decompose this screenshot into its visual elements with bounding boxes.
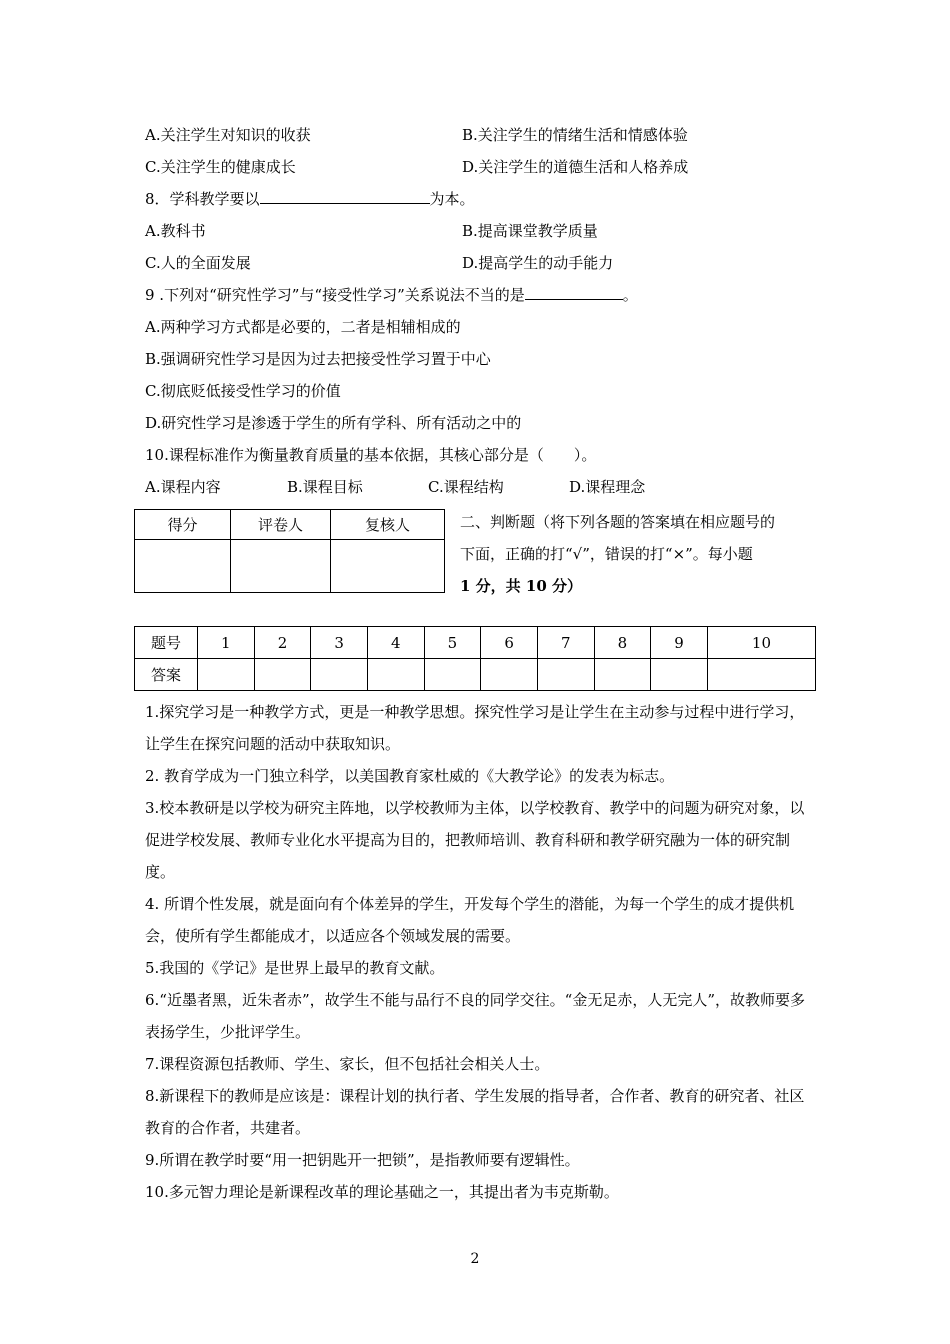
q9-option-d: D.研究性学习是渗透于学生的所有学科、所有活动之中的 xyxy=(145,414,522,432)
q9-option-b: B.强调研究性学习是因为过去把接受性学习置于中心 xyxy=(145,350,491,368)
answer-cell[interactable] xyxy=(651,659,708,691)
q9-option-a: A.两种学习方式都是必要的，二者是相辅相成的 xyxy=(145,318,461,336)
q7-option-b: B.关注学生的情绪生活和情感体验 xyxy=(462,126,688,144)
question-number: 7 xyxy=(537,627,594,659)
score-table xyxy=(134,509,445,593)
answer-label: 答案 xyxy=(135,659,198,691)
q8-option-b: B.提高课堂教学质量 xyxy=(462,222,598,240)
q8-answer-blank xyxy=(260,189,430,204)
answer-cell[interactable] xyxy=(537,659,594,691)
answer-cell[interactable] xyxy=(424,659,481,691)
q7-option-a: A.关注学生对知识的收获 xyxy=(145,126,311,144)
grader-cell[interactable] xyxy=(231,540,331,593)
judgment-8: 8.新课程下的教师是应该是：课程计划的执行者、学生发展的指导者，合作者、教育的研究者、社区教育的合作者，共建者。 xyxy=(145,1087,805,1137)
q8-option-c: C.人的全面发展 xyxy=(145,254,251,272)
score-header: 得分 xyxy=(135,510,231,540)
question-number: 4 xyxy=(367,627,424,659)
judgment-1: 1.探究学习是一种教学方式，更是一种教学思想。探究性学习是让学生在主动参与过程中进行学习，让学生在探究问题的活动中获取知识。 xyxy=(145,703,805,753)
q8-stem-suffix: 为本。 xyxy=(429,190,475,208)
answer-cell[interactable] xyxy=(367,659,424,691)
judgment-7: 7.课程资源包括教师、学生、家长，但不包括社会相关人士。 xyxy=(145,1055,550,1073)
answer-cell[interactable] xyxy=(198,659,255,691)
question-number: 6 xyxy=(481,627,538,659)
q10-stem: 10.课程标准作为衡量教育质量的基本依据，其核心部分是（ ）。 xyxy=(145,446,597,464)
q8-stem-prefix: 8．学科教学要以 xyxy=(145,190,260,208)
answer-cell[interactable] xyxy=(594,659,651,691)
section2-line1: 二、判断题（将下列各题的答案填在相应题号的 xyxy=(460,513,776,531)
q9-stem xyxy=(145,284,638,306)
page-number: 2 xyxy=(470,1251,480,1267)
q8-option-a: A.教科书 xyxy=(145,222,206,240)
reviewer-cell[interactable] xyxy=(331,540,445,593)
answer-cell[interactable] xyxy=(481,659,538,691)
q8-option-d: D.提高学生的动手能力 xyxy=(462,254,614,272)
q9-answer-blank xyxy=(525,285,623,300)
question-number: 10 xyxy=(707,627,815,659)
q10-option-d: D.课程理念 xyxy=(569,478,646,496)
question-number: 8 xyxy=(594,627,651,659)
score-cell[interactable] xyxy=(135,540,231,593)
question-number: 9 xyxy=(651,627,708,659)
question-number: 2 xyxy=(254,627,311,659)
section2-line2: 下面，正确的打“√”，错误的打“×”。每小题 xyxy=(460,545,753,563)
q7-option-d: D.关注学生的道德生活和人格养成 xyxy=(462,158,689,176)
answer-table xyxy=(134,626,816,691)
question-number: 3 xyxy=(311,627,368,659)
judgment-10: 10.多元智力理论是新课程改革的理论基础之一，其提出者为韦克斯勒。 xyxy=(145,1183,619,1201)
answer-cell[interactable] xyxy=(311,659,368,691)
judgment-9: 9.所谓在教学时要“用一把钥匙开一把锁”，是指教师要有逻辑性。 xyxy=(145,1151,580,1169)
q9-stem-prefix: 9 .下列对“研究性学习”与“接受性学习”关系说法不当的是 xyxy=(145,286,525,304)
q10-option-b: B.课程目标 xyxy=(287,478,363,496)
grader-header: 评卷人 xyxy=(231,510,331,540)
reviewer-header: 复核人 xyxy=(331,510,445,540)
q10-option-c: C.课程结构 xyxy=(428,478,504,496)
question-number: 5 xyxy=(424,627,481,659)
section2-line3: 1 分，共 10 分） xyxy=(460,577,582,595)
q7-option-c: C.关注学生的健康成长 xyxy=(145,158,296,176)
judgment-3: 3.校本教研是以学校为研究主阵地，以学校教师为主体，以学校教育、教学中的问题为研究对象，以促进学校发展、教师专业化水平提高为目的，把教师培训、教育科研和教学研究融为一体的研究制度。 xyxy=(145,799,805,881)
judgment-6: 6.“近墨者黑，近朱者赤”，故学生不能与品行不良的同学交往。“金无足赤，人无完人”，故教师要多表扬学生，少批评学生。 xyxy=(145,991,805,1041)
answer-cell[interactable] xyxy=(707,659,815,691)
q8-stem xyxy=(145,188,475,210)
q10-option-a: A.课程内容 xyxy=(145,478,221,496)
question-number: 1 xyxy=(198,627,255,659)
q9-stem-suffix: 。 xyxy=(622,286,638,304)
question-number-label: 题号 xyxy=(135,627,198,659)
judgment-5: 5.我国的《学记》是世界上最早的教育文献。 xyxy=(145,959,445,977)
answer-cell[interactable] xyxy=(254,659,311,691)
q9-option-c: C.彻底贬低接受性学习的价值 xyxy=(145,382,341,400)
judgment-2: 2. 教育学成为一门独立科学，以美国教育家杜威的《大教学论》的发表为标志。 xyxy=(145,767,675,785)
judgment-4: 4. 所谓个性发展，就是面向有个体差异的学生，开发每个学生的潜能，为每一个学生的成才提供机会，使所有学生都能成才，以适应各个领域发展的需要。 xyxy=(145,895,795,945)
